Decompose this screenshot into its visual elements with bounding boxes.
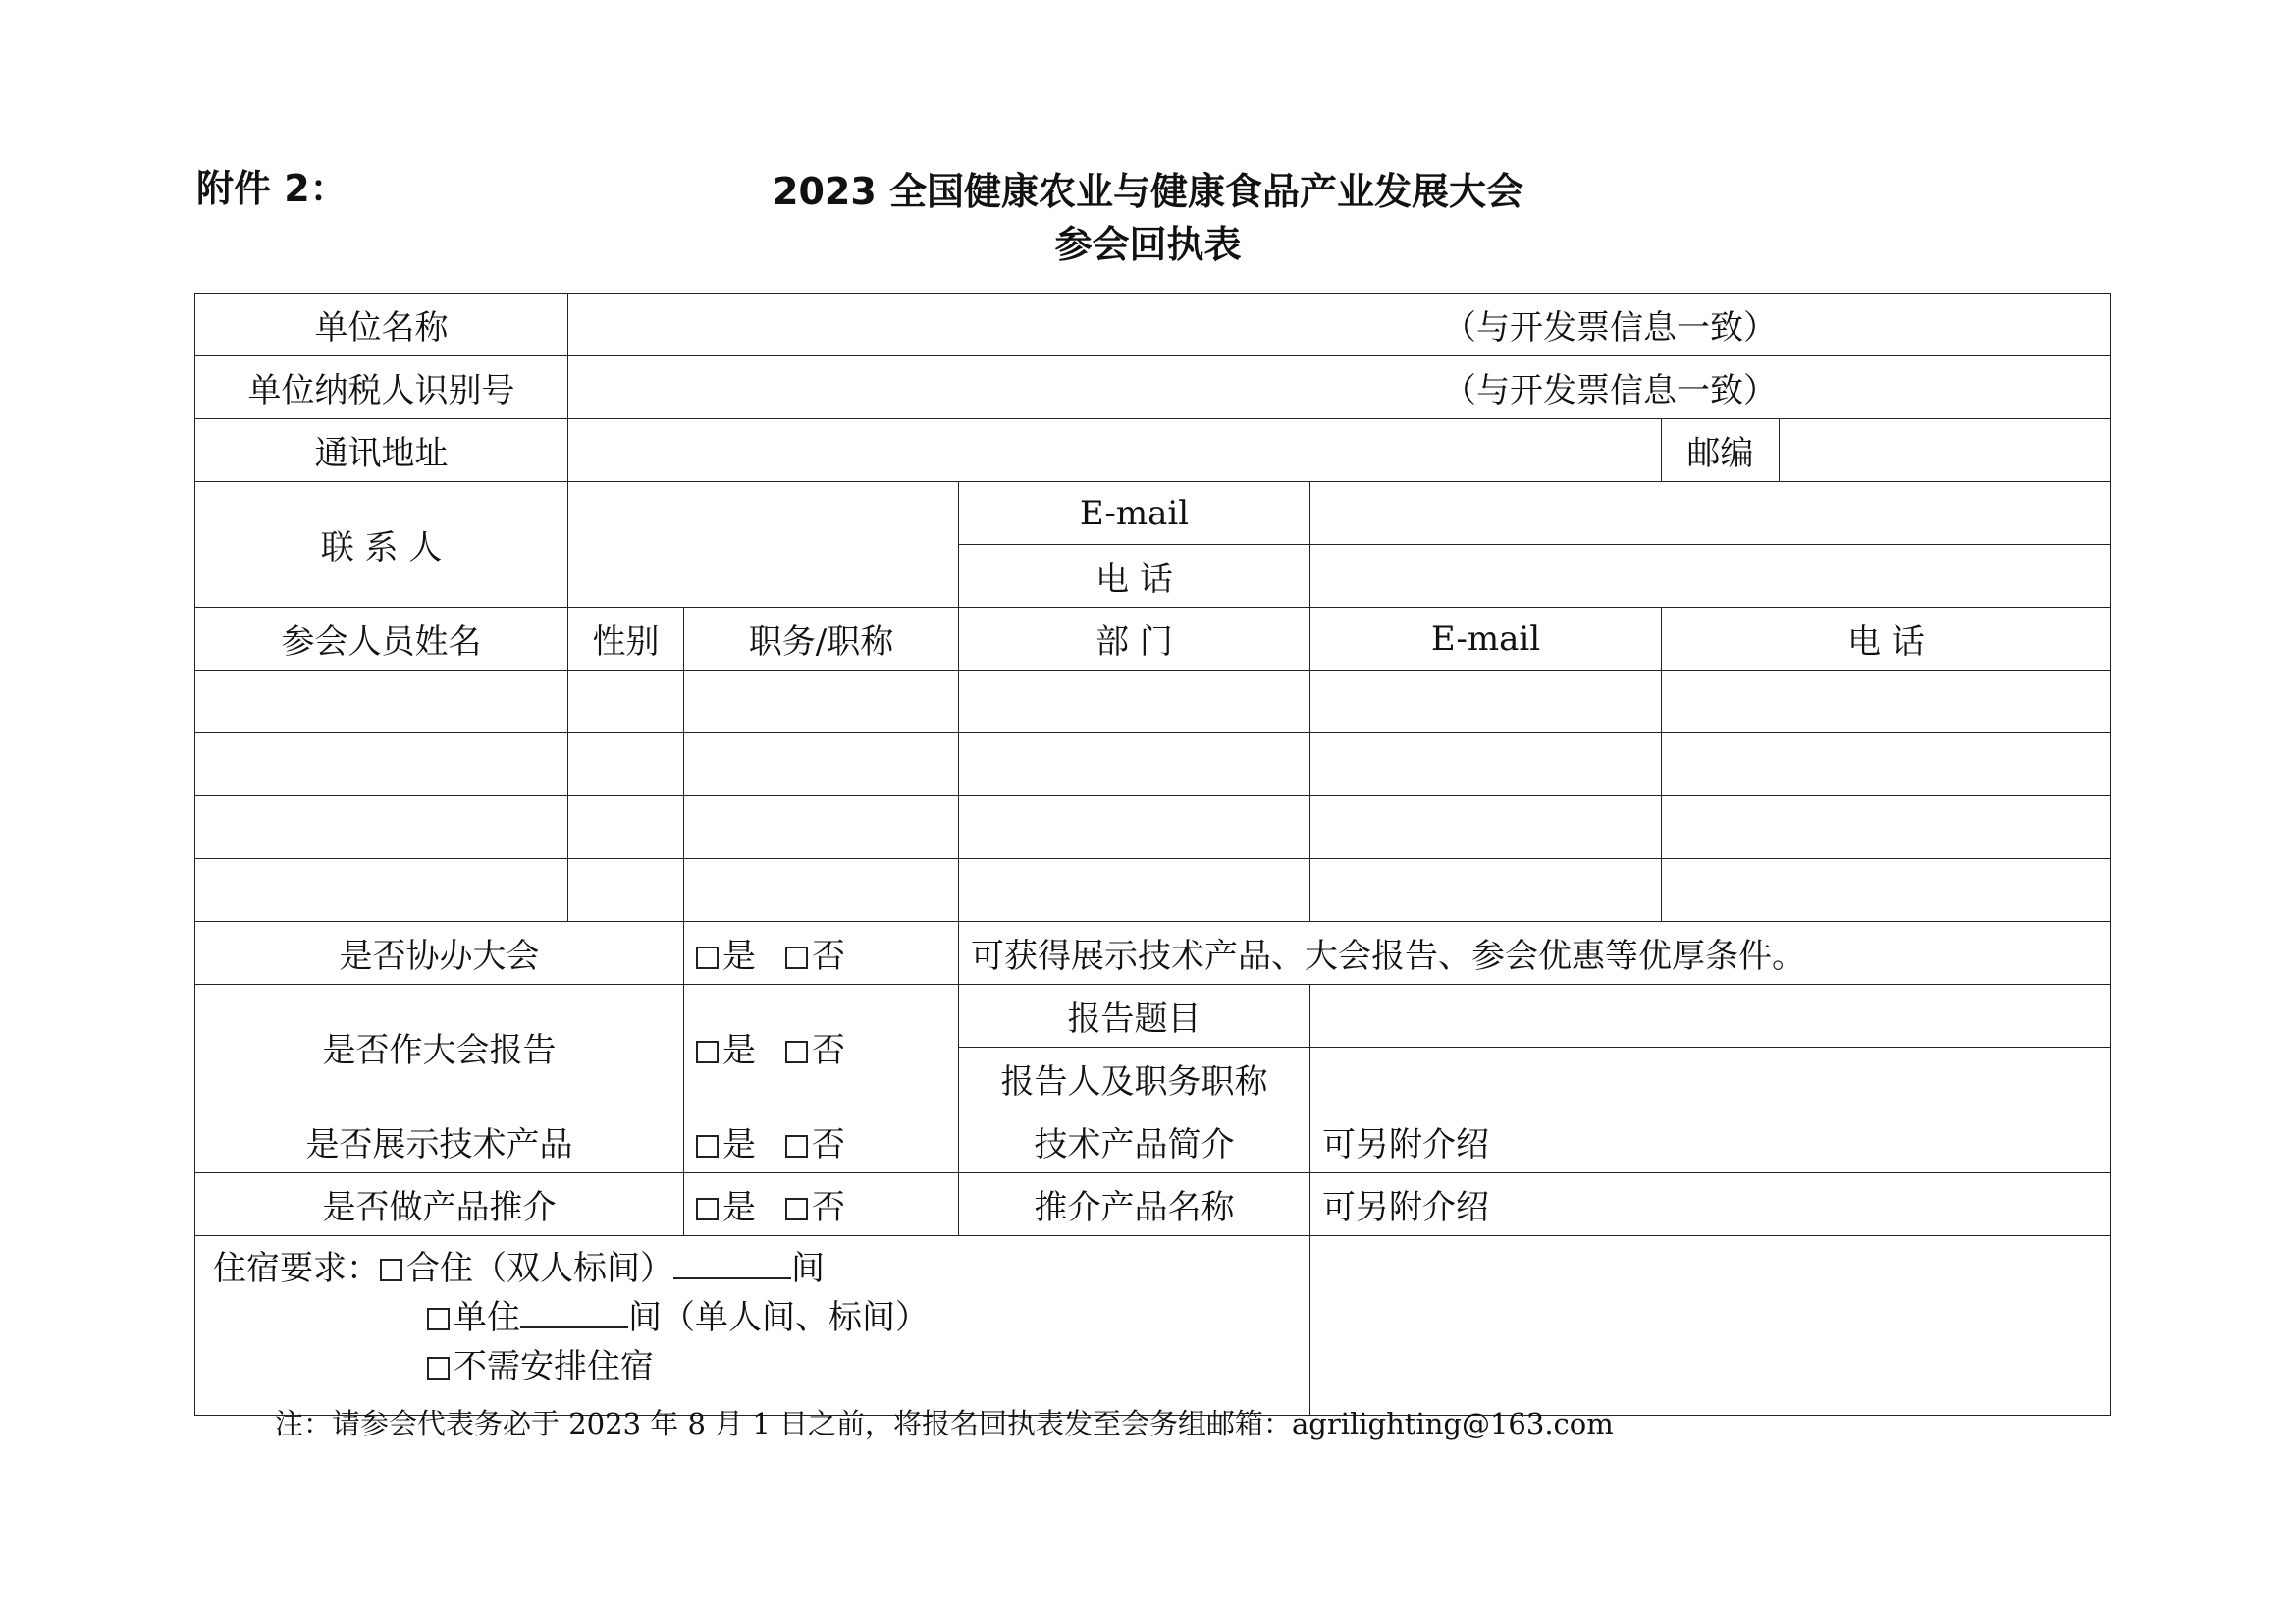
attendee-row (195, 796, 2111, 859)
report-label: 是否作大会报告 (195, 985, 684, 1110)
tax-id-field[interactable] (568, 356, 2111, 419)
promo-no-checkbox[interactable] (785, 1198, 808, 1220)
lodging-shared-label: 合住（双人标间） (406, 1249, 673, 1288)
attendee-phone-cell[interactable] (1662, 733, 2111, 796)
postcode-field[interactable] (1780, 419, 2111, 482)
title-line-2: 参会回执表 (1054, 223, 1242, 266)
promo-row (195, 1173, 2111, 1236)
attendee-email-cell[interactable] (1310, 796, 1662, 859)
footnote: 注：请参会代表务必于 2023 年 8 月 1 日之前，将报名回执表发至会务组邮箱：agrilighting@163.com (275, 1407, 1614, 1440)
promo-options (684, 1173, 959, 1236)
showcase-row (195, 1110, 2111, 1173)
attendee-title-cell[interactable] (684, 733, 959, 796)
showcase-intro-label: 技术产品简介 (959, 1110, 1310, 1173)
lodging-shared-count-blank[interactable] (673, 1248, 791, 1279)
lodging-single-unit: 间（单人间、标间） (628, 1298, 929, 1337)
attendee-name-cell[interactable] (195, 796, 568, 859)
contact-row-1 (195, 482, 2111, 545)
attendee-header-email: E-mail (1310, 608, 1662, 671)
address-row (195, 419, 2111, 482)
page-title (0, 165, 2296, 271)
attendee-row (195, 859, 2111, 922)
promo-name-label: 推介产品名称 (959, 1173, 1310, 1236)
co-host-no-label: 否 (812, 937, 845, 976)
tax-id-label: 单位纳税人识别号 (195, 356, 568, 419)
org-name-row (195, 294, 2111, 356)
attendee-header-row (195, 608, 2111, 671)
showcase-no-checkbox[interactable] (785, 1135, 808, 1158)
attendee-gender-cell[interactable] (568, 733, 684, 796)
attendee-gender-cell[interactable] (568, 859, 684, 922)
co-host-options (684, 922, 959, 985)
lodging-notes-field[interactable] (1310, 1236, 2111, 1416)
org-name-field[interactable] (568, 294, 2111, 356)
co-host-label: 是否协办大会 (195, 922, 684, 985)
lodging-none-checkbox[interactable] (427, 1357, 450, 1380)
promo-label: 是否做产品推介 (195, 1173, 684, 1236)
attendee-row (195, 671, 2111, 733)
showcase-intro-field[interactable] (1310, 1110, 2111, 1173)
promo-note: 可另附介绍 (1322, 1188, 1489, 1227)
report-topic-label: 报告题目 (959, 985, 1310, 1048)
contact-name-field[interactable] (568, 482, 959, 608)
promo-yes-label: 是 (722, 1188, 756, 1227)
lodging-single-checkbox[interactable] (427, 1308, 450, 1330)
contact-label: 联 系 人 (195, 482, 568, 608)
showcase-no-label: 否 (812, 1125, 845, 1164)
attendee-title-cell[interactable] (684, 796, 959, 859)
report-no-label: 否 (812, 1031, 845, 1070)
attendee-row (195, 733, 2111, 796)
org-name-note: （与开发票信息一致） (1443, 308, 1777, 348)
attendee-gender-cell[interactable] (568, 796, 684, 859)
attendee-name-cell[interactable] (195, 859, 568, 922)
reporter-field[interactable] (1310, 1048, 2111, 1110)
report-yes-label: 是 (722, 1031, 756, 1070)
postcode-label: 邮编 (1662, 419, 1780, 482)
lodging-single-count-blank[interactable] (520, 1297, 628, 1328)
attachment-label: 附件 2： (196, 167, 347, 210)
lodging-single-label: 单住 (454, 1298, 520, 1337)
lodging-shared-unit: 间 (791, 1249, 825, 1288)
attendee-name-cell[interactable] (195, 733, 568, 796)
attendee-department-cell[interactable] (959, 733, 1310, 796)
showcase-label: 是否展示技术产品 (195, 1110, 684, 1173)
showcase-intro-note: 可另附介绍 (1322, 1125, 1489, 1164)
lodging-none-label: 不需安排住宿 (454, 1347, 654, 1386)
attendee-header-gender: 性别 (568, 608, 684, 671)
showcase-yes-checkbox[interactable] (696, 1135, 719, 1158)
attendee-email-cell[interactable] (1310, 733, 1662, 796)
attendee-header-name: 参会人员姓名 (195, 608, 568, 671)
showcase-yes-label: 是 (722, 1125, 756, 1164)
attendee-header-phone: 电 话 (1662, 608, 2111, 671)
attendee-phone-cell[interactable] (1662, 859, 2111, 922)
title-line-1: 2023 全国健康农业与健康食品产业发展大会 (773, 170, 1523, 213)
co-host-yes-checkbox[interactable] (696, 947, 719, 969)
lodging-shared-checkbox[interactable] (380, 1259, 402, 1281)
attendee-department-cell[interactable] (959, 796, 1310, 859)
report-yes-checkbox[interactable] (696, 1041, 719, 1063)
contact-email-field[interactable] (1310, 482, 2111, 545)
reporter-label: 报告人及职务职称 (959, 1048, 1310, 1110)
attendee-name-cell[interactable] (195, 671, 568, 733)
promo-yes-checkbox[interactable] (696, 1198, 719, 1220)
org-name-label: 单位名称 (195, 294, 568, 356)
attendee-header-title: 职务/职称 (684, 608, 959, 671)
attendee-gender-cell[interactable] (568, 671, 684, 733)
attendee-phone-cell[interactable] (1662, 671, 2111, 733)
contact-email-label: E-mail (959, 482, 1310, 545)
lodging-label: 住宿要求： (213, 1249, 380, 1288)
report-topic-field[interactable] (1310, 985, 2111, 1048)
attendee-title-cell[interactable] (684, 671, 959, 733)
promo-no-label: 否 (812, 1188, 845, 1227)
attendee-department-cell[interactable] (959, 859, 1310, 922)
attendee-header-department: 部 门 (959, 608, 1310, 671)
tax-id-note: （与开发票信息一致） (1443, 371, 1777, 410)
report-row-1 (195, 985, 2111, 1048)
contact-phone-label: 电 话 (959, 545, 1310, 608)
address-label: 通讯地址 (195, 419, 568, 482)
attendee-email-cell[interactable] (1310, 671, 1662, 733)
lodging-row (195, 1236, 2111, 1416)
attendee-department-cell[interactable] (959, 671, 1310, 733)
attendee-phone-cell[interactable] (1662, 796, 2111, 859)
address-field[interactable] (568, 419, 1662, 482)
tax-id-row (195, 356, 2111, 419)
co-host-no-checkbox[interactable] (785, 947, 808, 969)
registration-form (194, 293, 2111, 1416)
attendee-title-cell[interactable] (684, 859, 959, 922)
contact-phone-field[interactable] (1310, 545, 2111, 608)
report-no-checkbox[interactable] (785, 1041, 808, 1063)
lodging-options (195, 1236, 1310, 1416)
showcase-options (684, 1110, 959, 1173)
co-host-benefit: 可获得展示技术产品、大会报告、参会优惠等优厚条件。 (959, 922, 2111, 985)
attendee-email-cell[interactable] (1310, 859, 1662, 922)
co-host-yes-label: 是 (722, 937, 756, 976)
report-options (684, 985, 959, 1110)
promo-name-field[interactable] (1310, 1173, 2111, 1236)
co-host-row (195, 922, 2111, 985)
